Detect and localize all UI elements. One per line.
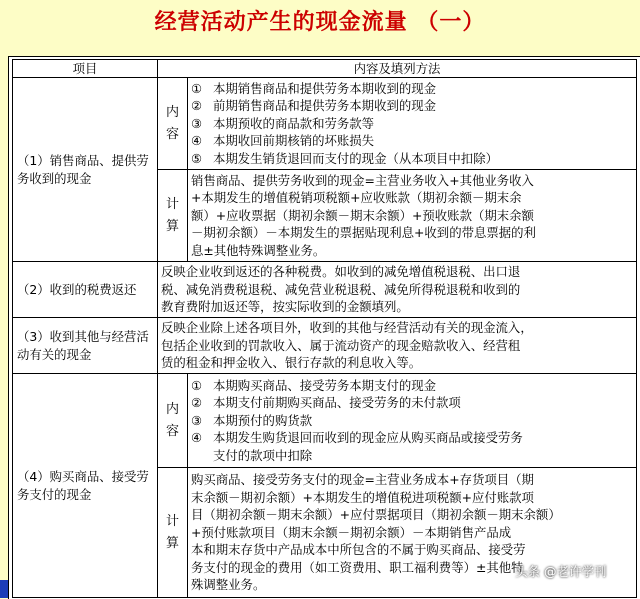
row1-calc: 销售商品、提供劳务收到的现金=主营业务收入+其他业务收入 +本期发生的增值税销项税额+应收账款（期初余额－期末余 额）+应收票据（期初余额－期末余额）+预收账款（期末余额 －期初余额）－本期发生的票据贴现利息+收到的带息票据的利 息±其他特殊调整业务。 (188, 170, 637, 262)
row4-content (188, 374, 637, 468)
list-item: ③ 本期预付的购货款 (191, 412, 313, 428)
row2-item: （2）收到的税费返还 (13, 262, 158, 318)
row4-calc-label: 计算 (158, 468, 188, 598)
row3-item: （3）收到其他与经营活动有关的现金 (13, 318, 158, 374)
header-content-method: 内容及填列方法 (158, 60, 637, 78)
list-item: ② 本期支付前期购买商品、接受劳务的未付款项 (191, 395, 461, 411)
watermark: 头条 @老许学刊 (515, 564, 607, 579)
row2-text: 反映企业收到返还的各种税费。如收到的减免增值税退税、出口退 税、减免消费税退税、减免营业税退税、减免所得税退税和收到的 教育费附加返还等，按实际收到的金额填列。 (158, 262, 637, 318)
row1-calc-label: 计算 (158, 170, 188, 262)
row4-content-label: 内容 (158, 374, 188, 468)
cash-flow-table-sheet (8, 56, 640, 599)
list-item: ① 本期销售商品和提供劳务本期收到的现金 (191, 80, 437, 96)
row1-content (188, 78, 637, 170)
page-title: 经营活动产生的现金流量 （一） (154, 9, 486, 35)
row4-calc: 购买商品、接受劳务支付的现金=主营业务成本+存货项目（期 末余额－期初余额）+本期发生的增值税进项税额+应付账款项 目（期初余额－期末余额）+应付票据项目（期初余额－期末余额） +预付账款项目（期末余额－期初余额）－本期销售产品成 本和期末存货中产品成本中所包含的不属于购买商品、接受劳 务支付的现金的费用（如工资费用、职工福利费等）±其他特 殊调整业务。 (188, 468, 637, 598)
list-item: ② 前期销售商品和提供劳务本期收到的现金 (191, 98, 437, 114)
list-item: ④ 本期收回前期核销的坏账损失 (191, 133, 375, 149)
row1-content-label: 内容 (158, 78, 188, 170)
list-item: ⑤ 本期发生销货退回而支付的现金（从本项目中扣除） (191, 150, 498, 166)
row4-item: （4）购买商品、接受劳务支付的现金 (13, 374, 158, 598)
list-item: ① 本期购买商品、接受劳务本期支付的现金 (191, 377, 437, 393)
header-item: 项目 (13, 60, 158, 78)
list-item: ④ 本期发生购货退回而收到的现金应从购买商品或接受劳务 (191, 430, 523, 446)
list-item: ③ 本期预收的商品款和劳务款等 (191, 115, 375, 131)
cash-flow-table (12, 59, 637, 598)
row3-text: 反映企业除上述各项目外，收到的其他与经营活动有关的现金流入， 包括企业收到的罚款收入、属于流动资产的现金赔款收入、经营租 赁的租金和押金收入、银行存款的利息收入等。 (158, 318, 637, 374)
row1-item: （1）销售商品、提供劳务收到的现金 (13, 78, 158, 262)
slide-corner-marker (0, 580, 8, 598)
list-item: 支付的款项中扣除 (213, 447, 313, 463)
